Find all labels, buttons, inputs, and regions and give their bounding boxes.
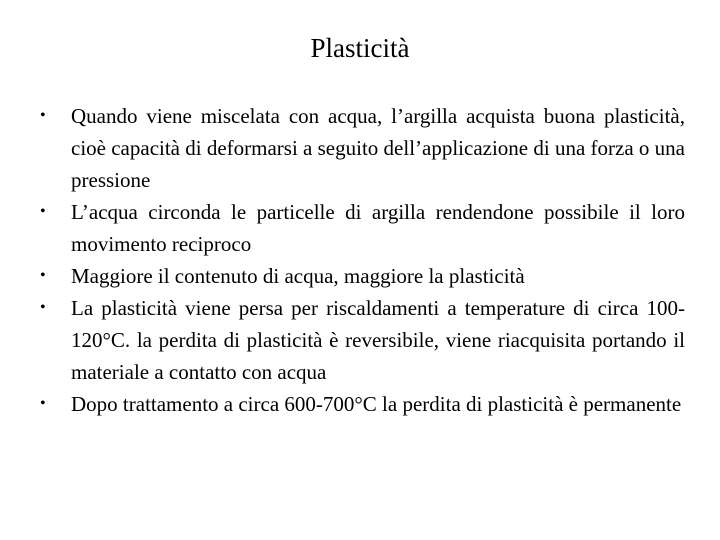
bullet-text: Quando viene miscelata con acqua, l’argilla acquista buona plasticità, cioè capacità di deformarsi a seguito dell’applicazione di una forza o una pressione <box>71 104 685 192</box>
bullet-item <box>40 100 685 196</box>
slide-title: Plasticità <box>310 33 410 63</box>
bullet-marker: • <box>40 107 46 124</box>
bullet-text: La plasticità viene persa per riscaldamenti a temperature di circa 100-120°C. la perdita di plasticità è reversibile, viene riacquisita portando il materiale a contatto con acqua <box>71 296 685 384</box>
bullet-marker: • <box>40 395 46 412</box>
bullet-item <box>40 388 685 420</box>
bullet-item <box>40 260 685 292</box>
bullet-marker: • <box>40 267 46 284</box>
bullet-marker: • <box>40 299 46 316</box>
bullet-text: L’acqua circonda le particelle di argilla rendendone possibile il loro movimento reciproco <box>71 200 685 256</box>
bullet-item <box>40 196 685 260</box>
bullet-text: Dopo trattamento a circa 600-700°C la perdita di plasticità è permanente <box>71 392 682 416</box>
bullet-marker: • <box>40 203 46 220</box>
bullet-text: Maggiore il contenuto di acqua, maggiore la plasticità <box>71 264 525 288</box>
bullet-item <box>40 292 685 388</box>
bullet-list <box>40 100 685 420</box>
